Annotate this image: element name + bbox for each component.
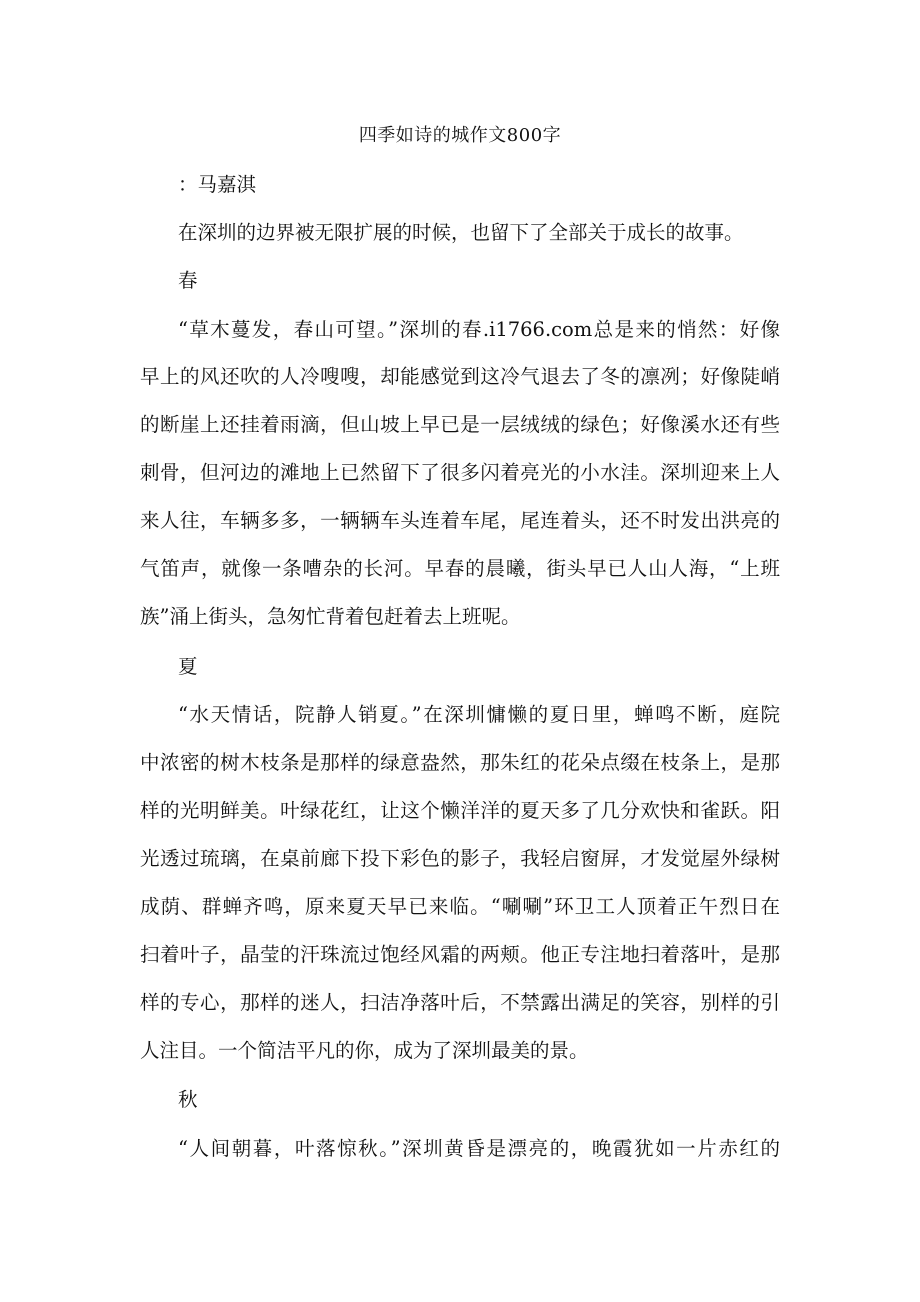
summer-paragraph-line: 人注目。一个简洁平凡的你，成为了深圳最美的景。	[140, 1039, 589, 1062]
summer-paragraph-line: 样的专心，那样的迷人，扫洁净落叶后，不禁露出满足的笑容，别样的引	[140, 991, 780, 1014]
section-heading-spring: 春	[178, 269, 198, 292]
summer-paragraph-line: 中浓密的树木枝条是那样的绿意盎然，那朱红的花朵点缀在枝条上，是那	[140, 751, 780, 774]
spring-paragraph-line: 族”涌上街头，急匆忙背着包赶着去上班呢。	[140, 605, 521, 628]
spring-paragraph-line: 的断崖上还挂着雨滴，但山坡上早已是一层绒绒的绿色；好像溪水还有些	[140, 413, 780, 436]
summer-paragraph-line: 样的光明鲜美。叶绿花红，让这个懒洋洋的夏天多了几分欢快和雀跃。阳	[140, 799, 780, 822]
spring-paragraph-line: 气笛声，就像一条嘈杂的长河。早春的晨曦，街头早已人山人海，“上班	[140, 557, 780, 580]
summer-paragraph-line: 扫着叶子，晶莹的汗珠流过饱经风霜的两颊。他正专注地扫着落叶，是那	[140, 943, 780, 966]
author-line: ：马嘉淇	[178, 173, 257, 196]
spring-paragraph-line: 来人往，车辆多多，一辆辆车头连着车尾，尾连着头，还不时发出洪亮的	[140, 509, 780, 532]
summer-paragraph-line: 光透过琉璃，在桌前廊下投下彩色的影子，我轻启窗屏，才发觉屋外绿树	[140, 847, 780, 870]
spring-paragraph-line: 刺骨，但河边的滩地上已然留下了很多闪着亮光的小水洼。深圳迎来上人	[140, 461, 780, 484]
page-title: 四季如诗的城作文800字	[358, 125, 562, 146]
section-heading-summer: 夏	[178, 655, 198, 678]
summer-paragraph-line: “水天情话，院静人销夏。”在深圳慵懒的夏日里，蝉鸣不断，庭院	[178, 703, 780, 726]
intro-paragraph: 在深圳的边界被无限扩展的时候，也留下了全部关于成长的故事。	[178, 221, 744, 244]
spring-paragraph-line: 早上的风还吹的人冷嗖嗖，却能感觉到这冷气退去了冬的凛冽；好像陡峭	[140, 365, 780, 388]
autumn-paragraph-line: “人间朝暮，叶落惊秋。”深圳黄昏是漂亮的，晚霞犹如一片赤红的	[178, 1137, 780, 1160]
section-heading-autumn: 秋	[178, 1088, 198, 1111]
summer-paragraph-line: 成荫、群蝉齐鸣，原来夏天早已来临。“唰唰”环卫工人顶着正午烈日在	[140, 895, 780, 918]
spring-paragraph-line: “草木蔓发，春山可望。”深圳的春.i1766.com总是来的悄然：好像	[178, 318, 780, 341]
